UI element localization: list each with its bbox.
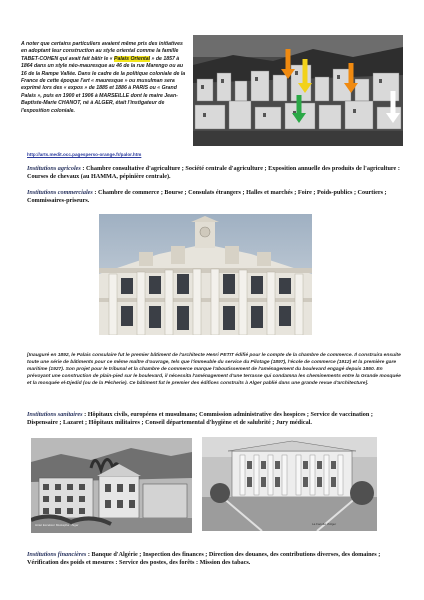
agricoles-heading: Institutions agricoles [27, 165, 81, 172]
agricoles-text: : Chambre consultative d'agriculture ; Société centrale d'agriculture ; Exposition annuelle des produits de l'agriculture : Courses de chevaux (au HAMMA, pépinière centrale). [27, 165, 400, 181]
palais-consulaire-photo [99, 214, 312, 335]
intro-text-part1: A noter que certains particuliers avaient même pris des initiatives en adoptant leur construction au style oriental comme la famille TABET-COHEN qui avait fait bâtir le « [21, 41, 183, 62]
faculte-alger-label: La Faculté d'Alger [312, 522, 337, 526]
intro-paragraph [21, 41, 189, 115]
palais-consulaire-caption: [Inauguré en 1892, le Palais consulaire fut le premier bâtiment de l'architecte Henri PETIT édifié pour le compte de la chambre de commerce. Il construira ensuite toute une série de bâtiments pour ce même maître d'ouvrage, tels que l'immeuble du service du Pilotage (1897), l'école de commerce (1912) et la première gare maritime (1927). Son projet pour le tribunal et la chambre de commerce marque l'aboutissement de l'aménagement du boulevard engagé depuis 1860. En prévoyant une construction de plain-pied sur le boulevard, il nécessita l'aménagement d'une terrasse qui condamna les cheminements entre la Grande mosquée et la mosquée el-Djedid (ou de la Pêcherie). Ce bâtiment fut le premier des édifices construits à Alger pablié dans une grande revue d'architecture]. [27, 353, 401, 386]
financieres-text: : Banque d'Algérie ; Inspection des finances ; Direction des douanes, des contributions diverses, des domaines ; Vérification des poids et mesures : Service des postes, des forêts : Mission des tabacs. [27, 551, 381, 567]
faculte-alger-photo [202, 437, 377, 531]
financieres-paragraph [27, 551, 401, 568]
palais-oriental-highlight: Palais Oriental [114, 55, 151, 62]
financieres-heading: Institutions financières [27, 551, 87, 558]
sanitaires-heading: Institutions sanitaires [27, 411, 83, 418]
city-photo-with-arrows [193, 35, 403, 146]
source-link[interactable]: http://arts.medit.occ.pagesperso-orange.fr/palor.htm [27, 152, 142, 157]
sanitaires-text: : Hôpitaux civils, européens et musulmans; Commission administrative des hospices ; Service de vaccination ; Dispensaire ; Lazaret ; Hôpitaux militaires ; Conseil départemental d'hygiène et de salubrité ; Jury médical. [27, 411, 373, 427]
agricoles-paragraph [27, 165, 401, 182]
hotel-excelsior-label: Hôtel Excelsior Mustapha · Alger [35, 523, 79, 527]
intro-text-part2: » de 1857 à 1864 dans un style néo-mauresque au 46 de la rue Marengo ou au 16 de la Rampe Vallée. Dans le cadre de la politique coloniale de la France de cette époque l'art « mauresque » ou musulman sera exprimé lors des « expos » de 1885 et 1886 à PARIS ou « Grand Palais », puis en 1900 et 1906 à MARSEILLE dont le maire Jean-Baptiste-Marie CHANOT, né à ALGER, était l'instigateur de l'exposition coloniale. [21, 55, 186, 114]
hotel-excelsior-photo [31, 438, 192, 533]
commerciales-heading: Institutions commerciales [27, 189, 93, 196]
sanitaires-paragraph [27, 411, 401, 428]
commerciales-paragraph [27, 189, 401, 206]
commerciales-text: : Chambre de commerce ; Bourse ; Consulats étrangers ; Halles et marchés ; Foire ; Poids-publics ; Courtiers ; Commissaires-priseurs. [27, 189, 387, 205]
